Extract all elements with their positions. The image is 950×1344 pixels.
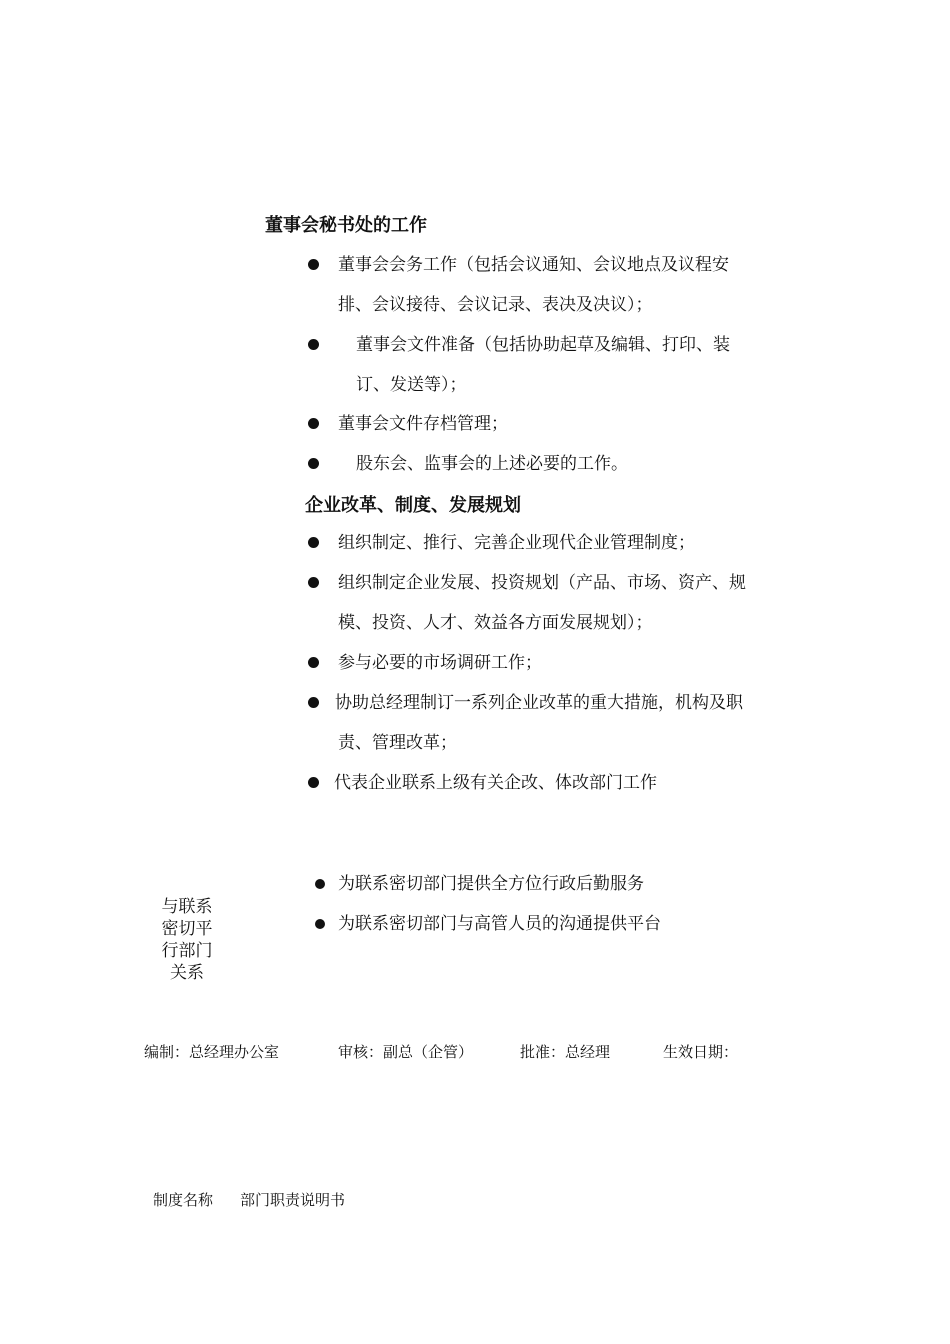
list-item-line: 董事会会务工作（包括会议通知、会议地点及议程安 <box>338 255 729 275</box>
effective-date: 生效日期： <box>663 1043 739 1061</box>
related-label-line: 关系 <box>170 963 204 983</box>
related-departments-label <box>157 896 217 984</box>
bullet-icon <box>308 657 319 668</box>
list-item-line: 组织制定、推行、完善企业现代企业管理制度； <box>338 533 695 553</box>
list-item-line: 协助总经理制订一系列企业改革的重大措施，机构及职 <box>335 693 743 713</box>
list-item-line: 董事会文件存档管理； <box>338 414 508 434</box>
list-item-line: 责、管理改革； <box>338 733 457 753</box>
related-label-line: 与联系 <box>161 897 213 917</box>
list-item-line: 股东会、监事会的上述必要的工作。 <box>356 454 628 474</box>
list-item-line: 为联系密切部门与高管人员的沟通提供平台 <box>338 914 661 934</box>
section-board-title: 董事会秘书处的工作 <box>265 215 427 236</box>
doc-name-value: 部门职责说明书 <box>240 1191 346 1209</box>
prepared-by: 编制：总经理办公室 <box>144 1043 280 1061</box>
bullet-icon <box>308 418 319 429</box>
reviewed-by: 审核：副总（企管） <box>338 1043 474 1061</box>
approved-by: 批准：总经理 <box>520 1043 611 1061</box>
list-item-line: 参与必要的市场调研工作； <box>338 653 542 673</box>
list-item-line: 组织制定企业发展、投资规划（产品、市场、资产、规 <box>338 573 746 593</box>
bullet-icon <box>308 458 319 469</box>
related-label-line: 密切平 <box>161 919 213 939</box>
bullet-icon <box>308 259 319 270</box>
bullet-icon <box>308 339 319 350</box>
bullet-icon <box>315 919 325 929</box>
bullet-icon <box>308 777 319 788</box>
list-item-line: 模、投资、人才、效益各方面发展规划）； <box>338 613 653 633</box>
bullet-icon <box>308 697 319 708</box>
section-reform-title: 企业改革、制度、发展规划 <box>305 495 521 516</box>
list-item-line: 订、发送等）； <box>356 375 467 395</box>
related-label-line: 行部门 <box>161 941 213 961</box>
list-item-line: 排、会议接待、会议记录、表决及决议）； <box>338 295 653 315</box>
list-item-line: 代表企业联系上级有关企改、体改部门工作 <box>334 773 657 793</box>
list-item-line: 为联系密切部门提供全方位行政后勤服务 <box>338 874 644 894</box>
bullet-icon <box>308 577 319 588</box>
bullet-icon <box>315 879 325 889</box>
bullet-icon <box>308 537 319 548</box>
doc-name-label: 制度名称 <box>153 1191 214 1209</box>
list-item-line: 董事会文件准备（包括协助起草及编辑、打印、装 <box>356 335 730 355</box>
